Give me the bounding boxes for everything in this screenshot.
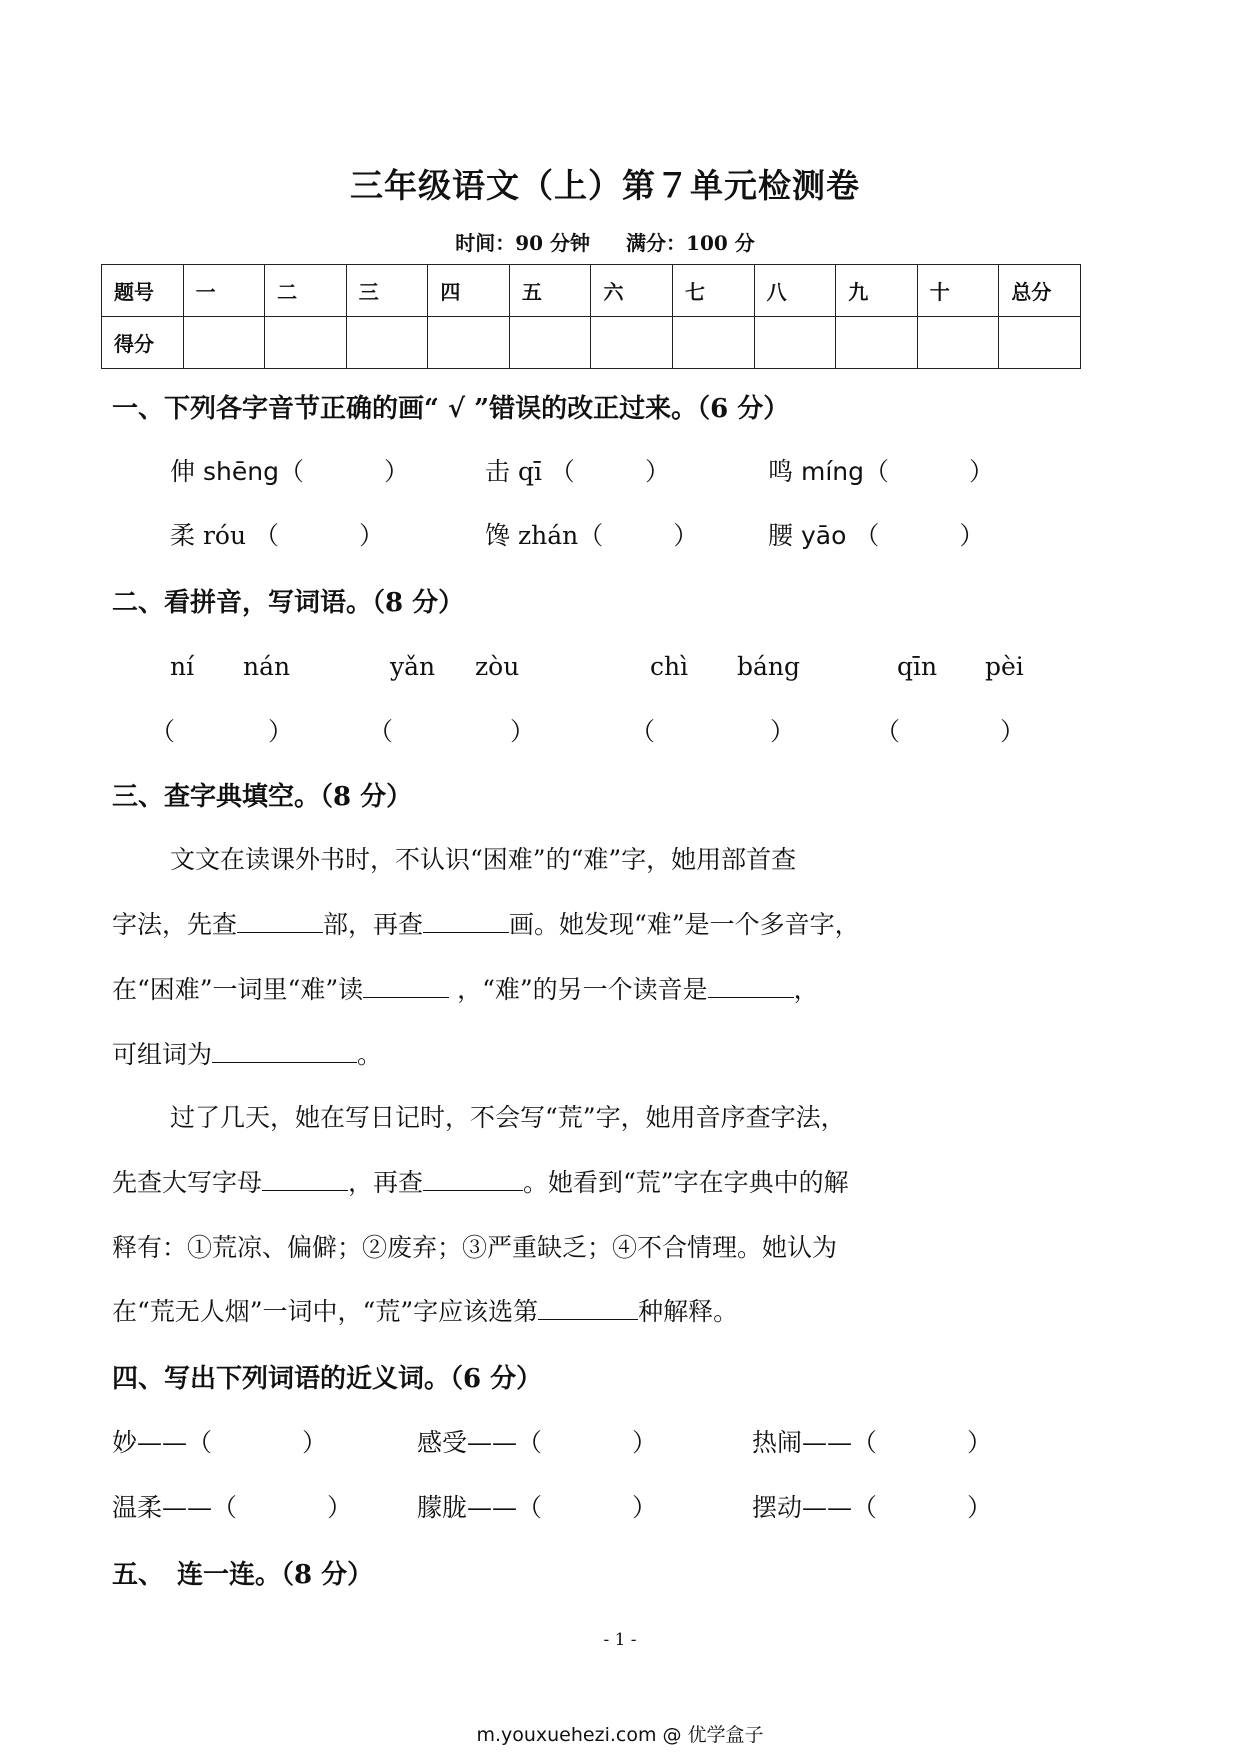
pinyin-item-4	[170, 516, 384, 552]
word: 朦胧——	[417, 1493, 518, 1522]
word: 摆动——	[752, 1493, 853, 1522]
score-header-cell: 六	[591, 265, 673, 317]
answer-paren-right: ）	[770, 717, 796, 746]
fill-blank[interactable]	[708, 975, 794, 998]
item-pinyin: míng	[800, 457, 864, 486]
answer-paren-left: （	[875, 717, 901, 746]
word: 感受——	[417, 1428, 518, 1457]
pinyin-item-3	[768, 452, 994, 488]
synonym-item-1	[112, 1423, 327, 1459]
synonym-item-6	[752, 1488, 992, 1524]
score-table	[101, 264, 1081, 369]
score-header-cell: 二	[265, 265, 347, 317]
answer-paren-left: （	[578, 521, 604, 550]
s3-line-8	[112, 1292, 738, 1328]
text: 在“困难”一词里“难”读	[112, 975, 364, 1004]
score-header-cell: 八	[754, 265, 836, 317]
answer-paren-left: （	[212, 1493, 238, 1522]
text: 。她看到“荒”字在字典中的解	[523, 1168, 849, 1197]
synonym-item-2	[417, 1423, 657, 1459]
text: ，	[793, 975, 819, 1004]
pinyin-syllable: pèi	[985, 652, 1024, 681]
text: 。	[357, 1040, 383, 1069]
answer-paren-right: ）	[632, 1493, 658, 1522]
pinyin-syllable: chì	[650, 652, 689, 681]
score-header-cell: 一	[183, 265, 265, 317]
score-table-header-row	[102, 265, 1081, 317]
answer-paren-left: （	[368, 717, 394, 746]
s3-line-5: 过了几天，她在写日记时，不会写“荒”字，她用音序查字法，	[170, 1103, 846, 1132]
section-5-heading: 五、 连一连。（8 分）	[112, 1560, 374, 1590]
answer-paren-right: ）	[967, 1428, 993, 1457]
answer-paren-right: ）	[1000, 717, 1026, 746]
score-header-cell: 三	[346, 265, 428, 317]
score-header-cell: 题号	[102, 265, 184, 317]
answer-paren-left: （	[254, 521, 280, 550]
score-cell[interactable]	[428, 317, 510, 369]
score-header-cell: 总分	[999, 265, 1081, 317]
answer-paren-right: ）	[673, 521, 699, 550]
fill-blank[interactable]	[212, 1040, 357, 1063]
word: 热闹——	[752, 1428, 853, 1457]
exam-info	[0, 227, 1210, 256]
text: 可组词为	[112, 1040, 213, 1069]
synonym-item-5	[417, 1488, 657, 1524]
answer-paren-left: （	[863, 457, 889, 486]
word: 妙——	[112, 1428, 188, 1457]
pinyin-item-6	[768, 516, 984, 552]
s3-line-7: 释有：①荒凉、偏僻；②废弃；③严重缺乏；④不合情理。她认为	[112, 1233, 838, 1262]
text: 种解释。	[638, 1297, 739, 1326]
section-4-heading: 四、写出下列词语的近义词。（6 分）	[112, 1364, 543, 1394]
pinyin-syllable: nán	[243, 652, 291, 681]
section-3-heading: 三、查字典填空。（8 分）	[112, 782, 413, 812]
score-cell[interactable]	[265, 317, 347, 369]
page-title: 三年级语文（上）第７单元检测卷	[350, 166, 860, 205]
text: 字法，先查	[112, 910, 238, 939]
text: 部，再查	[323, 910, 424, 939]
score-header-cell: 四	[428, 265, 510, 317]
score-cell[interactable]	[591, 317, 673, 369]
item-pinyin: róu	[202, 521, 247, 550]
answer-paren-left: （	[852, 1493, 878, 1522]
score-cell[interactable]	[509, 317, 591, 369]
score-cell[interactable]	[673, 317, 755, 369]
score-row-label: 得分	[102, 317, 184, 369]
answer-paren-right: ）	[632, 1428, 658, 1457]
fill-blank[interactable]	[423, 1168, 523, 1191]
fill-blank[interactable]	[237, 910, 323, 933]
s3-line-2	[112, 905, 860, 941]
text: 先查大写字母	[112, 1168, 263, 1197]
answer-paren-left: （	[517, 1493, 543, 1522]
section-2-heading: 二、看拼音，写词语。（8 分）	[112, 588, 465, 618]
score-cell[interactable]	[917, 317, 999, 369]
fill-blank[interactable]	[363, 975, 449, 998]
pinyin-item-1	[170, 452, 409, 488]
text: ，再查	[348, 1168, 424, 1197]
answer-paren-left: （	[278, 457, 304, 486]
answer-paren-left: （	[854, 521, 880, 550]
score-cell[interactable]	[754, 317, 836, 369]
answer-paren-right: ）	[359, 521, 385, 550]
pinyin-syllable: zòu	[475, 652, 520, 681]
answer-paren-left: （	[517, 1428, 543, 1457]
item-char: 馋	[485, 521, 511, 550]
answer-paren-right: ）	[959, 521, 985, 550]
s3-line-6	[112, 1163, 849, 1199]
answer-paren-right: ）	[969, 457, 995, 486]
answer-paren-left: （	[150, 717, 176, 746]
answer-paren-right: ）	[644, 457, 670, 486]
score-header-cell: 十	[917, 265, 999, 317]
section-1-heading: 一、下列各字音节正确的画“ √ ”错误的改正过来。（6 分）	[112, 394, 790, 424]
answer-paren-right: ）	[967, 1493, 993, 1522]
answer-paren-right: ）	[302, 1428, 328, 1457]
item-char: 腰	[768, 521, 794, 550]
item-pinyin: yāo	[800, 521, 847, 550]
pinyin-syllable: qīn	[897, 652, 938, 681]
answer-paren-left: （	[852, 1428, 878, 1457]
answer-paren-right: ）	[383, 457, 409, 486]
answer-paren-left: （	[630, 717, 656, 746]
pinyin-item-2	[485, 452, 670, 488]
s3-line-3	[112, 970, 819, 1006]
s3-line-4	[112, 1035, 382, 1071]
item-char: 伸	[170, 457, 196, 486]
answer-paren-left: （	[549, 457, 575, 486]
answer-paren-left: （	[187, 1428, 213, 1457]
fill-blank[interactable]	[262, 1168, 348, 1191]
item-pinyin: qī	[517, 457, 542, 486]
s3-line-1: 文文在读课外书时，不认识“困难”的“难”字，她用部首查	[170, 845, 797, 874]
synonym-item-3	[752, 1423, 992, 1459]
fill-blank[interactable]	[423, 910, 509, 933]
score-header-cell: 五	[509, 265, 591, 317]
item-char: 鸣	[768, 457, 794, 486]
exam-full-score: 满分：100 分	[626, 231, 755, 255]
item-pinyin: shēng	[202, 457, 279, 486]
exam-time: 时间：90 分钟	[455, 231, 591, 255]
footer-watermark: m.youxuehezi.com @ 优学盒子	[476, 1724, 764, 1746]
pinyin-item-5	[485, 516, 698, 552]
score-header-cell: 七	[673, 265, 755, 317]
score-table-score-row	[102, 317, 1081, 369]
pinyin-syllable: ní	[170, 652, 195, 681]
item-char: 击	[485, 457, 511, 486]
answer-paren-right: ）	[327, 1493, 353, 1522]
item-pinyin: zhán	[517, 521, 579, 550]
score-header-cell: 九	[836, 265, 918, 317]
answer-paren-right: ）	[510, 717, 536, 746]
fill-blank[interactable]	[538, 1297, 638, 1320]
text: 在“荒无人烟”一词中，“荒”字应该选第	[112, 1297, 539, 1326]
word: 温柔——	[112, 1493, 213, 1522]
text: 画。她发现“难”是一个多音字，	[509, 910, 860, 939]
answer-paren-right: ）	[268, 717, 294, 746]
score-cell[interactable]	[183, 317, 265, 369]
score-cell[interactable]	[346, 317, 428, 369]
text: ，“难”的另一个读音是	[457, 975, 708, 1004]
synonym-item-4	[112, 1488, 352, 1524]
page-number: - 1 -	[603, 1630, 637, 1650]
score-cell[interactable]	[836, 317, 918, 369]
pinyin-syllable: báng	[737, 652, 801, 681]
score-cell[interactable]	[999, 317, 1081, 369]
pinyin-syllable: yǎn	[390, 652, 436, 681]
item-char: 柔	[170, 521, 196, 550]
